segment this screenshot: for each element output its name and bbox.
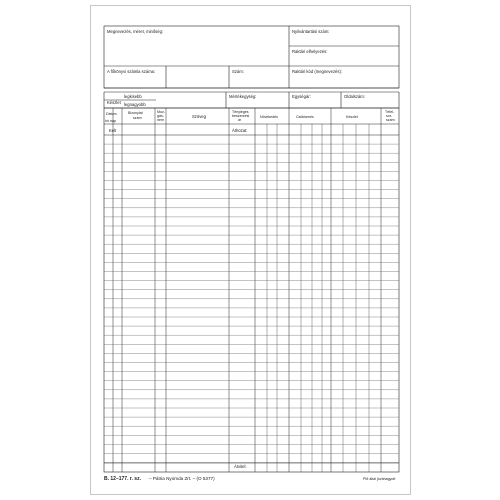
col-mozgas-1: Moz-	[157, 110, 165, 114]
ledger-table-frame	[104, 108, 399, 472]
col-tetel-3: szám	[386, 118, 395, 122]
col-bizonylat-2: szám	[133, 116, 142, 120]
col-tenyleges-2: beszerzési	[232, 114, 250, 118]
field-mertekegyseg: Mértékegység:	[229, 94, 257, 99]
col-tetel-1: Tétel-	[385, 110, 395, 114]
col-mozgas-2: gás-	[157, 114, 164, 118]
row-athozat: Áthozat:	[232, 128, 248, 133]
col-mozgas-3: nem	[157, 118, 164, 122]
field-megnevezes: Megnevezés, méret, minőség:	[107, 29, 164, 34]
row-atvitel: Átvitel:	[234, 464, 247, 469]
field-legkisebb: legkisebb	[124, 94, 142, 99]
col-szoveg: Szöveg	[192, 114, 206, 119]
col-novekedes: Növekedés	[260, 115, 278, 119]
col-csokkenes: Csökkenés	[296, 115, 314, 119]
field-raktari-kod: Raktári kód (megnevezés):	[292, 69, 343, 74]
col-tenyleges-1: Tényleges	[232, 110, 249, 114]
footer-printer: – Pátria Nyomda Zrt. – (O 5377)	[149, 476, 215, 481]
col-datum-sub: hó nap	[105, 119, 116, 123]
header-frame	[104, 26, 399, 88]
field-oldalszam: Oldalszám:	[344, 94, 365, 99]
table-row-lines	[104, 144, 399, 463]
col-tenyleges-3: ár	[238, 118, 242, 122]
field-szam: Szám:	[232, 69, 244, 74]
row-kelt: Kelt	[109, 128, 117, 133]
table-column-lines	[113, 108, 381, 472]
field-raktari-elhelyezes: Raktári elhelyezés:	[292, 49, 328, 54]
ledger-form-sheet	[90, 5, 411, 495]
col-datum: Dátum	[106, 112, 117, 116]
ledger-form	[91, 6, 412, 496]
col-bizonylat-1: Bizonylat	[128, 111, 143, 115]
field-egysegar: Egységár:	[292, 94, 311, 99]
field-nyilvantartasi-szam: Nyilvántartási szám:	[292, 29, 330, 34]
footer-form-code: B. 12–177. r. sz.	[104, 476, 141, 482]
field-legnagyobb: legnagyobb	[124, 102, 146, 107]
col-tetel-2: sor-	[386, 114, 393, 118]
col-keszlet: Készlet	[346, 115, 358, 119]
field-fokonyvi-szamla: A főkönyvi számla száma:	[107, 69, 156, 74]
footer-approved: PM által jóváhagyott	[363, 477, 396, 481]
field-keszlet: Készlet	[107, 100, 121, 105]
